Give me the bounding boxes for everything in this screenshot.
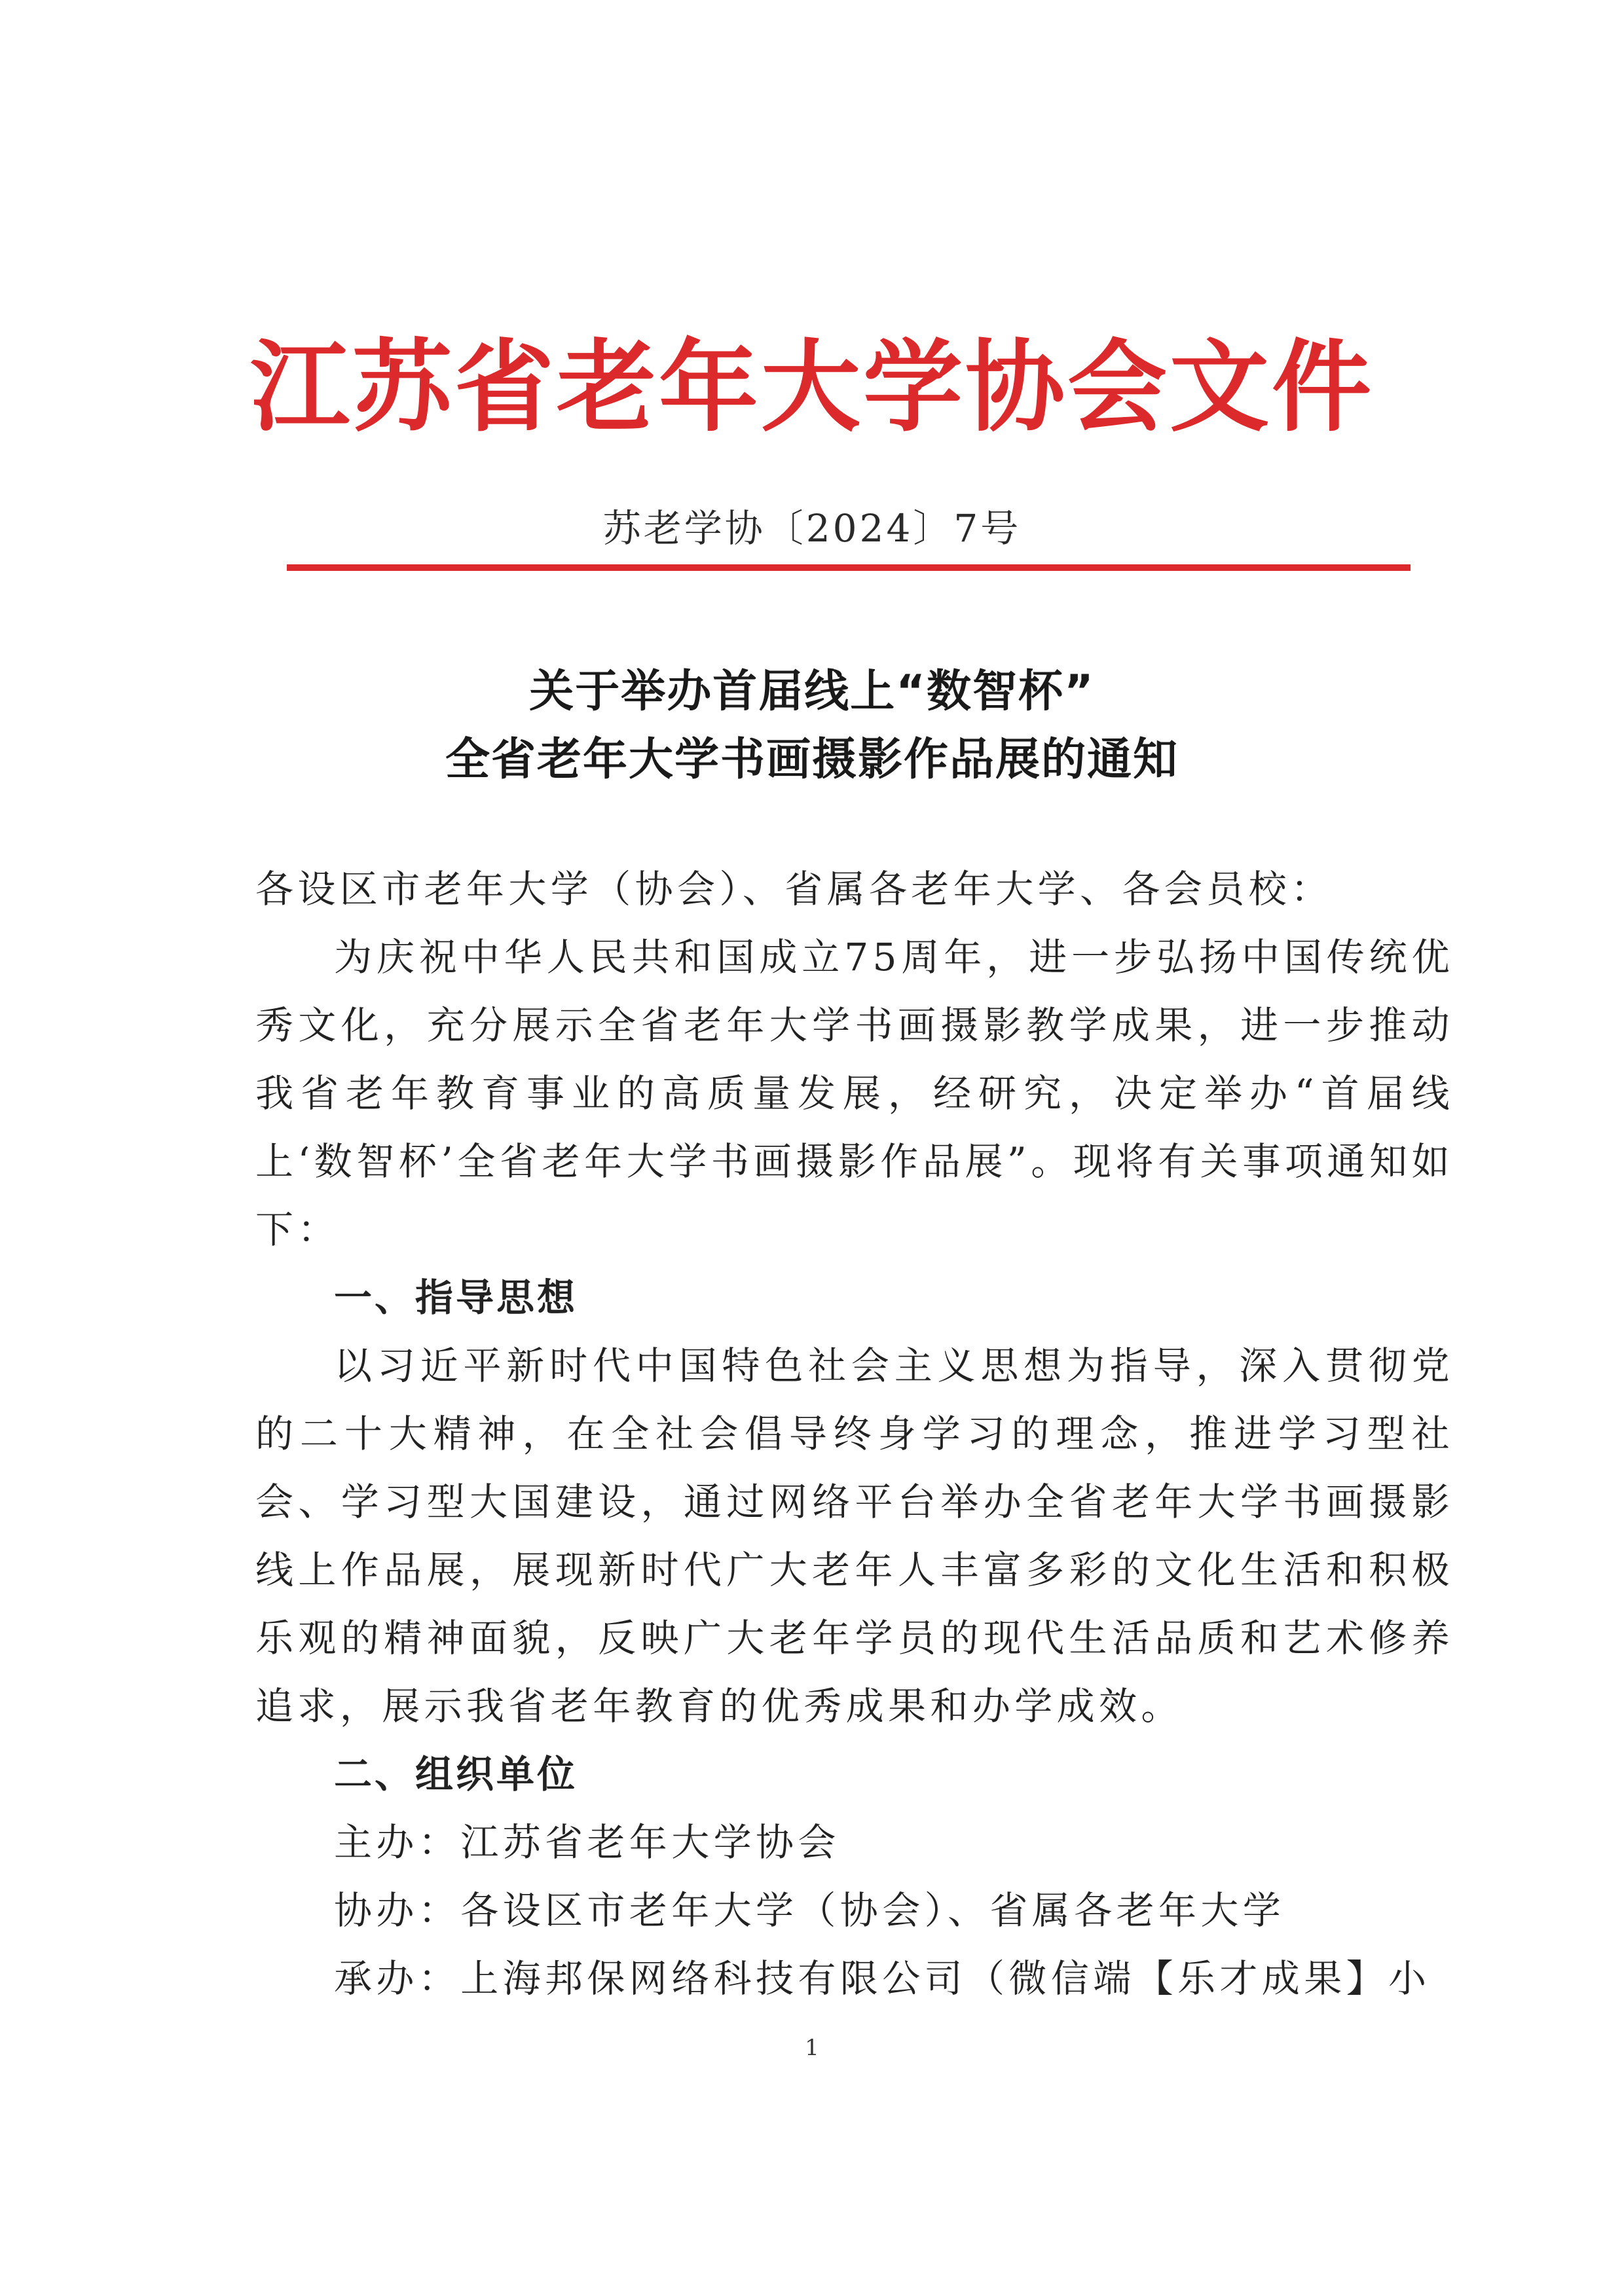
guiding-ideology-paragraph: 以习近平新时代中国特色社会主义思想为指导，深入贯彻党的二十大精神，在全社会倡导终身学习的理念，推进学习型社会、学习型大国建设，通过网络平台举办全省老年大学书画摄影线上作品展，展现新时代广大老年人丰富多彩的文化生活和积极乐观的精神面貌，反映广大老年学员的现代生活品质和艺术修养追求，展示我省老年教育的优秀成果和办学成效。 (255, 1343, 1454, 1728)
undertaker-line: 承办：上海邦保网络科技有限公司（微信端【乐才成果】小 (334, 1956, 1431, 2001)
document-header-title: 江苏省老年大学协会文件 (250, 329, 1374, 445)
page-number: 1 (805, 2035, 819, 2061)
co-organizer-line: 协办：各设区市老年大学（协会）、省属各老年大学 (334, 1888, 1285, 1933)
section-heading-organizers: 二、组织单位 (334, 1752, 578, 1796)
recipients-line: 各设区市老年大学（协会）、省属各老年大学、各会员校： (255, 867, 1333, 911)
document-body (255, 855, 1454, 2013)
notice-title-line-2: 全省老年大学书画摄影作品展的通知 (445, 734, 1179, 786)
intro-paragraph: 为庆祝中华人民共和国成立75周年，进一步弘扬中国传统优秀文化，充分展示全省老年大学书画摄影教学成果，进一步推动我省老年教育事业的高质量发展，经研究，决定举办“首届线上‘数智杯’全省老年大学书画摄影作品展”。现将有关事项通知如下： (255, 935, 1454, 1252)
red-divider-line (287, 564, 1411, 571)
notice-title-line-1: 关于举办首届线上“数智杯” (529, 666, 1095, 718)
host-organizer-line: 主办：江苏省老年大学协会 (334, 1820, 840, 1865)
section-heading-guiding-ideology: 一、指导思想 (334, 1275, 578, 1320)
document-number: 苏老学协〔2024〕7号 (602, 506, 1022, 551)
